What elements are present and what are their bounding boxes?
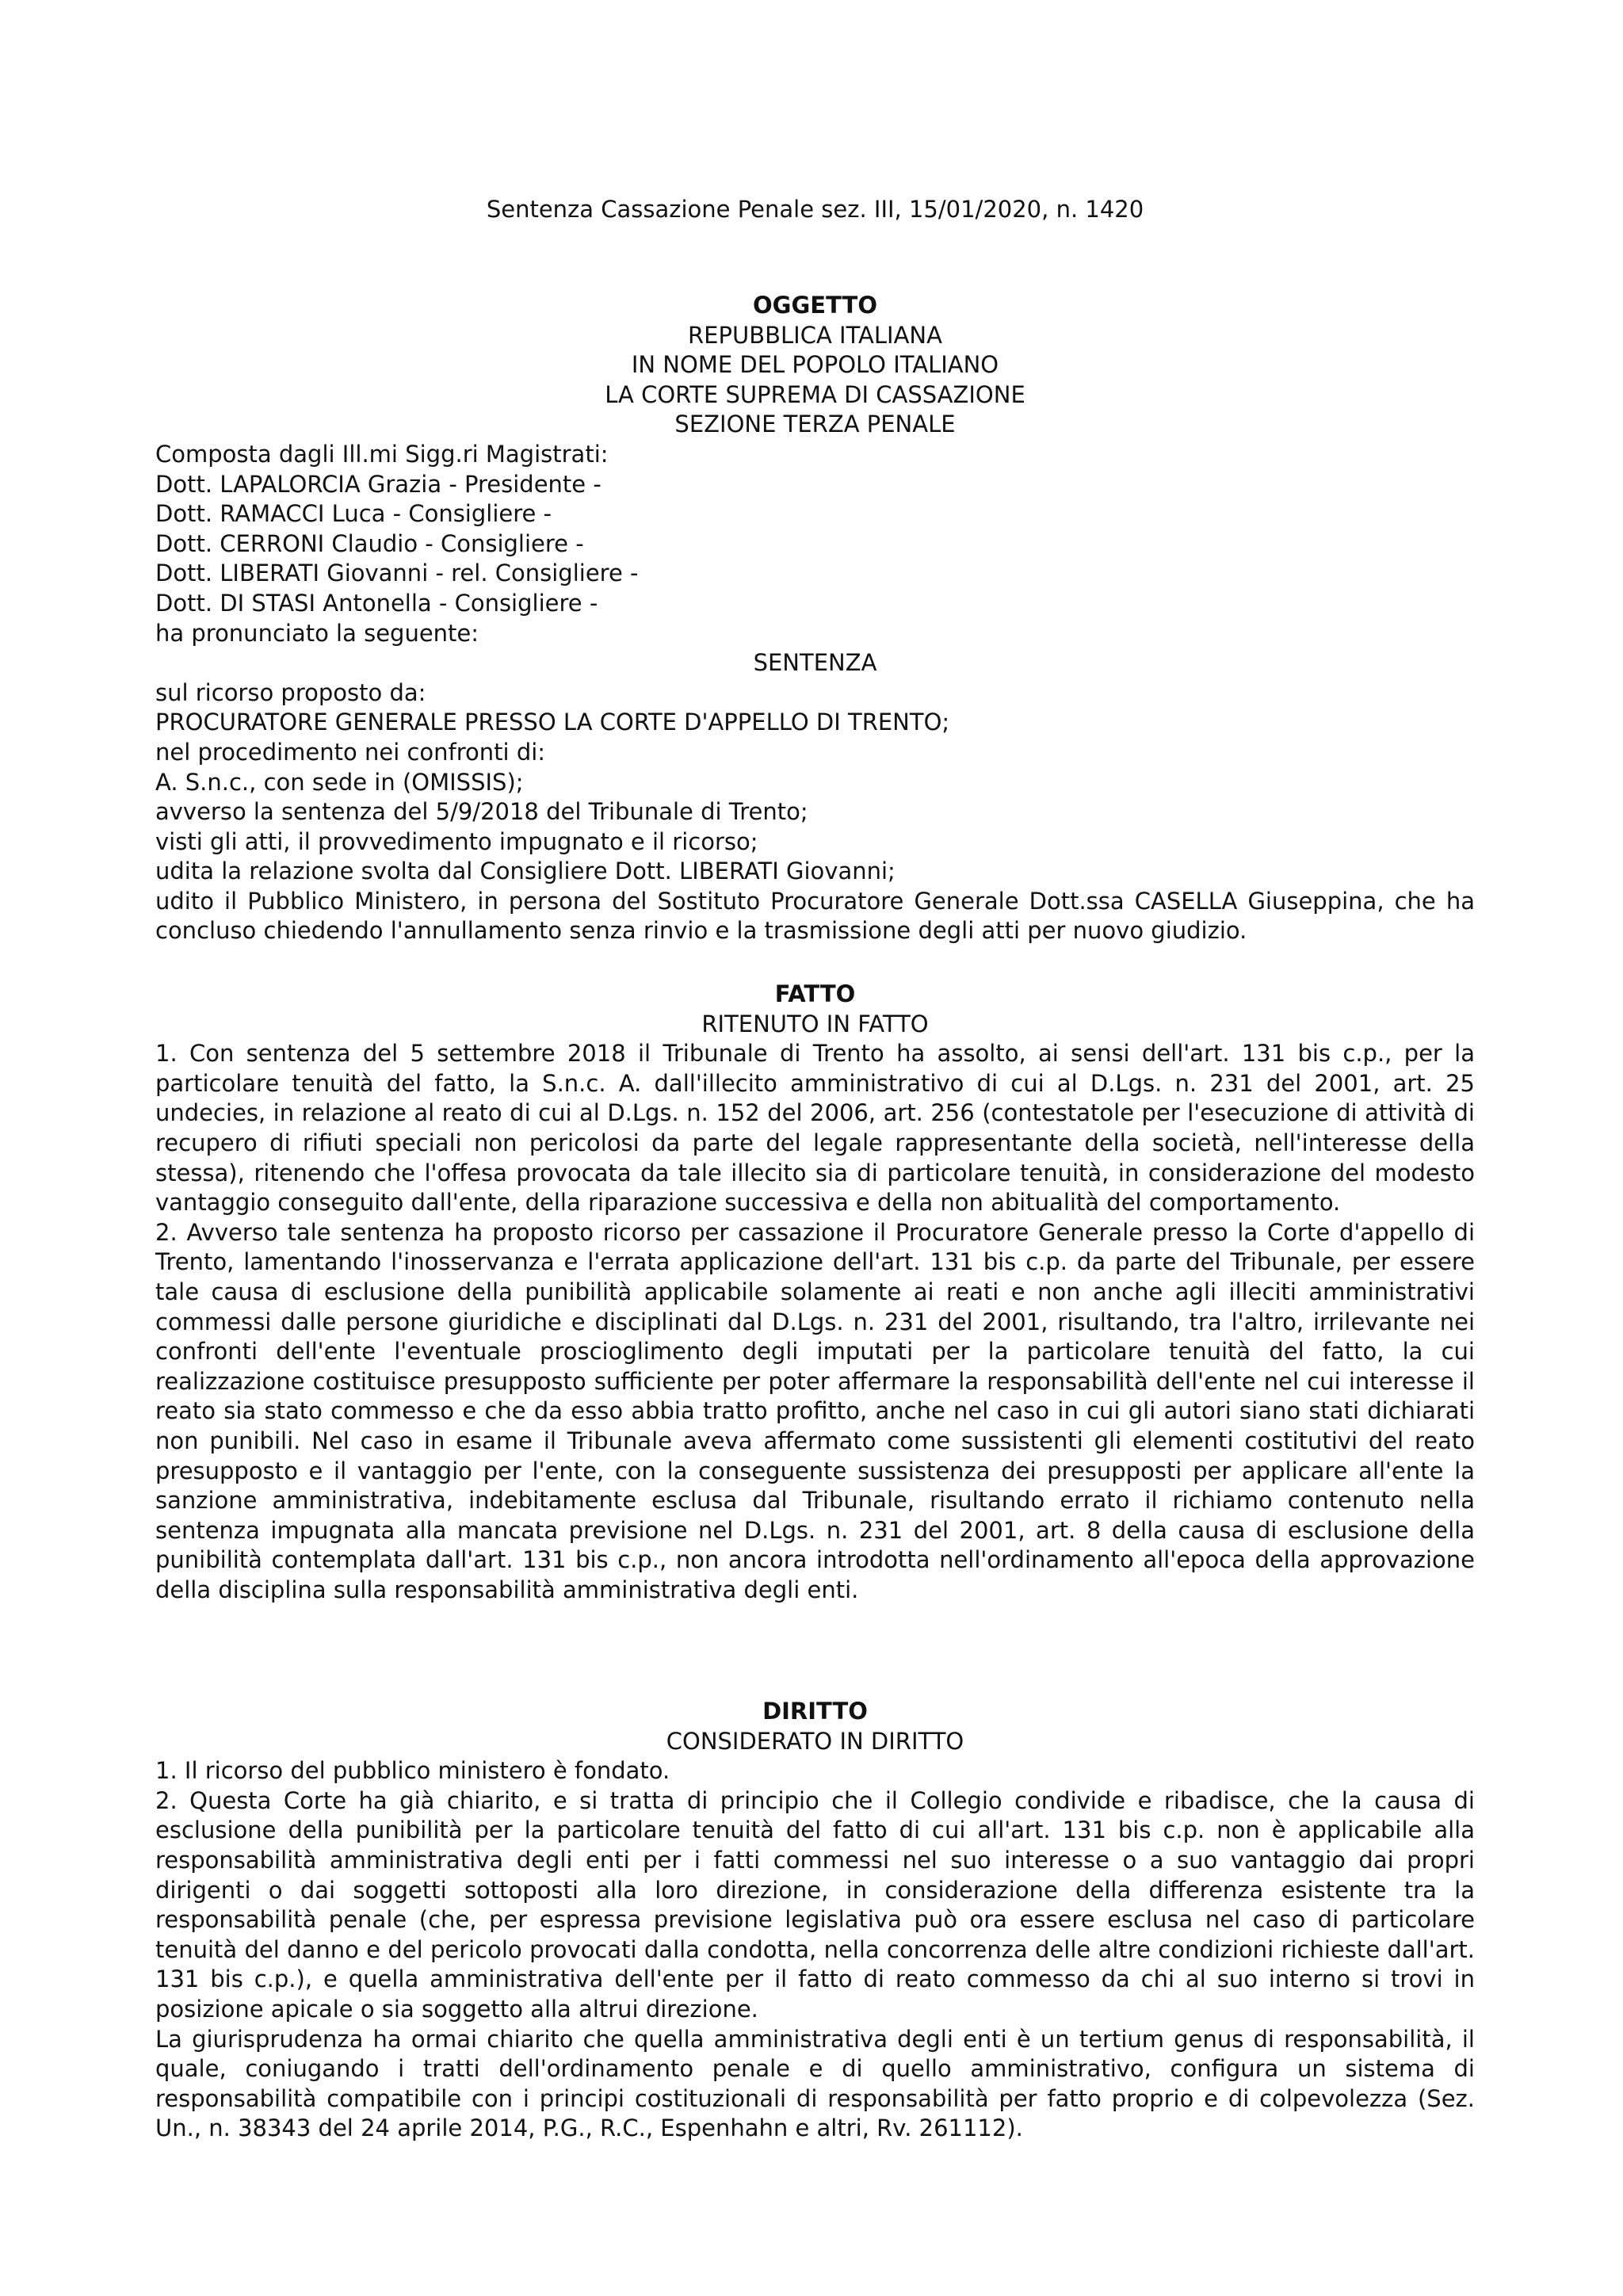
ricorso-line: avverso la sentenza del 5/9/2018 del Tribunale di Trento;	[155, 798, 808, 826]
intro-line-popolo: IN NOME DEL POPOLO ITALIANO	[631, 351, 999, 379]
oggetto-heading: OGGETTO	[753, 292, 877, 319]
diritto-section	[155, 1697, 1475, 2144]
diritto-paragraph-2: 2. Questa Corte ha già chiarito, e si tratta di principio che il Collegio condivide e ribadisce, che la causa di esclusione della punibilità per la particolare tenuità del fatto di cui all'art. 131 bis c.p. non è applicabile alla responsabilità amministrativa degli enti per i fatti commessi nel suo interesse o a suo vantaggio dai propri dirigenti o dai soggetti sottoposti alla loro direzione, in considerazione della differenza esistente tra la responsabilità penale (che, per espressa previsione legislativa può ora essere esclusa nel caso di particolare tenuità del danno e del pericolo provocati dalla condotta, nella concorrenza delle altre condizioni richieste dall'art. 131 bis c.p.), e quella amministrativa dell'ente per il fatto di reato commesso da chi al suo interno si trovi in posizione apicale o sia soggetto alla altrui direzione.	[155, 1786, 1475, 2023]
ricorso-line: nel procedimento nei confronti di:	[155, 738, 546, 766]
fatto-heading: FATTO	[774, 980, 856, 1007]
diritto-paragraph-3: La giurisprudenza ha ormai chiarito che quella amministrativa degli enti è un tertium genus di responsabilità, il quale, coniugando i tratti dell'ordinamento penale e di quello amministrativo, configura un sistema di responsabilità compatibile con i principi costituzionali di responsabilità per fatto proprio e di colpevolezza (Sez. Un., n. 38343 del 24 aprile 2014, P.G., R.C., Espenhahn e altri, Rv. 261112).	[155, 2025, 1475, 2142]
diritto-subheading: CONSIDERATO IN DIRITTO	[666, 1727, 964, 1755]
sentenza-label: SENTENZA	[753, 649, 877, 677]
intro-line-sezione: SEZIONE TERZA PENALE	[674, 411, 956, 438]
ricorso-line: PROCURATORE GENERALE PRESSO LA CORTE D'APPELLO DI TRENTO;	[155, 709, 950, 736]
ricorso-line: A. S.n.c., con sede in (OMISSIS);	[155, 768, 524, 796]
fatto-section	[155, 980, 1475, 1605]
judges-line: Dott. DI STASI Antonella - Consigliere -	[155, 589, 598, 617]
ricorso-line: udita la relazione svolta dal Consigliere Dott. LIBERATI Giovanni;	[155, 858, 896, 885]
oggetto-section	[155, 291, 1475, 946]
judges-line: Dott. LAPALORCIA Grazia - Presidente -	[155, 470, 601, 498]
fatto-subheading: RITENUTO IN FATTO	[701, 1010, 929, 1037]
judges-line: Composta dagli Ill.mi Sigg.ri Magistrati:	[155, 440, 609, 468]
document-title: Sentenza Cassazione Penale sez. III, 15/01/2020, n. 1420	[486, 196, 1144, 223]
diritto-paragraph-1: 1. Il ricorso del pubblico ministero è fondato.	[155, 1757, 670, 1785]
ricorso-line: sul ricorso proposto da:	[155, 678, 426, 706]
judges-line: Dott. LIBERATI Giovanni - rel. Consigliere -	[155, 560, 639, 587]
intro-line-corte: LA CORTE SUPREMA DI CASSAZIONE	[605, 380, 1025, 408]
judges-line: Dott. RAMACCI Luca - Consigliere -	[155, 500, 552, 528]
judges-line: ha pronunciato la seguente:	[155, 619, 479, 647]
intro-line-repubblica: REPUBBLICA ITALIANA	[688, 321, 942, 349]
judges-line: Dott. CERRONI Claudio - Consigliere -	[155, 529, 584, 557]
diritto-heading: DIRITTO	[762, 1698, 868, 1725]
fatto-paragraph-2: 2. Avverso tale sentenza ha proposto ricorso per cassazione il Procuratore Generale presso la Corte d'appello di Trento, lamentando l'inosservanza e l'errata applicazione dell'art. 131 bis c.p. da parte del Tribunale, per essere tale causa di esclusione della punibilità applicabile solamente ai reati e non anche agli illeciti amministrativi commessi dalle persone giuridiche e disciplinati dal D.Lgs. n. 231 del 2001, risultando, tra l'altro, irrilevante nei confronti dell'ente l'eventuale proscioglimento degli imputati per la particolare tenuità del fatto, la cui realizzazione costituisce presupposto sufficiente per poter affermare la responsabilità dell'ente nel cui interesse il reato sia stato commesso e che da esso abbia tratto profitto, anche nel caso in cui gli autori siano stati dichiarati non punibili. Nel caso in esame il Tribunale aveva affermato come sussistenti gli elementi costitutivi del reato presupposto e il vantaggio per l'ente, con la conseguente sussistenza dei presupposti per applicare all'ente la sanzione amministrativa, indebitamente esclusa dal Tribunale, risultando errato il richiamo contenuto nella sentenza impugnata alla mancata previsione nel D.Lgs. n. 231 del 2001, art. 8 della causa di esclusione della punibilità contemplata dall'art. 131 bis c.p., non ancora introdotta nell'ordinamento all'epoca della approvazione della disciplina sulla responsabilità amministrativa degli enti.	[155, 1218, 1475, 1603]
fatto-paragraph-1: 1. Con sentenza del 5 settembre 2018 il Tribunale di Trento ha assolto, ai sensi dell'art. 131 bis c.p., per la particolare tenuità del fatto, la S.n.c. A. dall'illecito amministrativo di cui al D.Lgs. n. 231 del 2001, art. 25 undecies, in relazione al reato di cui al D.Lgs. n. 152 del 2006, art. 256 (contestatole per l'esecuzione di attività di recupero di rifiuti speciali non pericolosi da parte del legale rappresentante della società, nell'interesse della stessa), ritenendo che l'offesa provocata da tale illecito sia di particolare tenuità, in considerazione del modesto vantaggio conseguito dall'ente, della riparazione successiva e della non abitualità del comportamento.	[155, 1040, 1475, 1217]
pm-paragraph: udito il Pubblico Ministero, in persona del Sostituto Procuratore Generale Dott.ssa CASELLA Giuseppina, che ha concluso chiedendo l'annullamento senza rinvio e la trasmissione degli atti per nuovo giudizio.	[155, 887, 1475, 945]
ricorso-line: visti gli atti, il provvedimento impugnato e il ricorso;	[155, 827, 758, 855]
